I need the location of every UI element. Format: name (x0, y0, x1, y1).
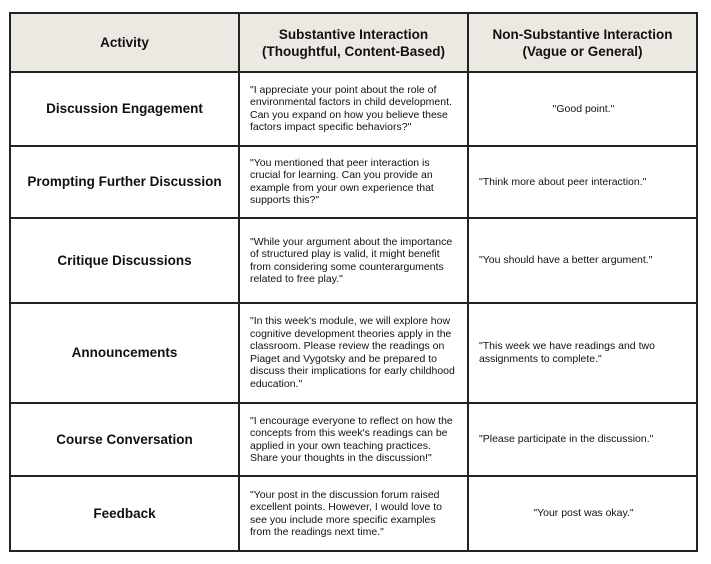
non-substantive-example-cell: "Good point." (468, 72, 697, 146)
header-non-substantive (468, 13, 697, 72)
header-activity (10, 13, 239, 72)
non-substantive-example-cell: "This week we have readings and two assignments to complete." (468, 303, 697, 403)
table-row (10, 403, 697, 477)
table-row (10, 72, 697, 146)
header-activity-label: Activity (100, 35, 149, 50)
substantive-example-cell: "In this week's module, we will explore how cognitive development theories apply in the classroom. Please review the readings on Piaget and Vygotsky and be prepared to discuss their implications for early childhood education." (239, 303, 468, 403)
activity-cell: Course Conversation (10, 403, 239, 477)
activity-cell: Discussion Engagement (10, 72, 239, 146)
substantive-example-cell: "I appreciate your point about the role of environmental factors in child development. Can you expand on how you believe these factors impact specific behaviors?" (239, 72, 468, 146)
table-row (10, 476, 697, 551)
substantive-example-cell: "I encourage everyone to reflect on how the concepts from this week's readings can be applied in your own teaching practices. Share your thoughts in the discussion!" (239, 403, 468, 477)
non-substantive-example-cell: "You should have a better argument." (468, 218, 697, 303)
non-substantive-example-cell: "Please participate in the discussion." (468, 403, 697, 477)
substantive-example-cell: "Your post in the discussion forum raised excellent points. However, I would love to see you include more specific examples from the readings next time." (239, 476, 468, 551)
activity-cell: Feedback (10, 476, 239, 551)
activity-cell: Prompting Further Discussion (10, 146, 239, 219)
table-header (10, 13, 697, 72)
table-row (10, 146, 697, 219)
table-body (10, 72, 697, 551)
activity-cell: Announcements (10, 303, 239, 403)
substantive-example-cell: "While your argument about the importance of structured play is valid, it might benefit from considering some counterarguments related to free play." (239, 218, 468, 303)
header-substantive-title: Substantive Interaction (278, 26, 429, 42)
comparison-table (9, 12, 698, 552)
header-non-substantive-subtitle: (Vague or General) (522, 43, 643, 59)
substantive-example-cell: "You mentioned that peer interaction is crucial for learning. Can you provide an example from your own experience that supports this?" (239, 146, 468, 219)
table-row (10, 303, 697, 403)
header-substantive-subtitle: (Thoughtful, Content-Based) (262, 43, 445, 59)
header-row (10, 13, 697, 72)
table-row (10, 218, 697, 303)
activity-cell: Critique Discussions (10, 218, 239, 303)
non-substantive-example-cell: "Your post was okay." (468, 476, 697, 551)
header-substantive (239, 13, 468, 72)
header-non-substantive-title: Non-Substantive Interaction (492, 26, 673, 42)
non-substantive-example-cell: "Think more about peer interaction." (468, 146, 697, 219)
